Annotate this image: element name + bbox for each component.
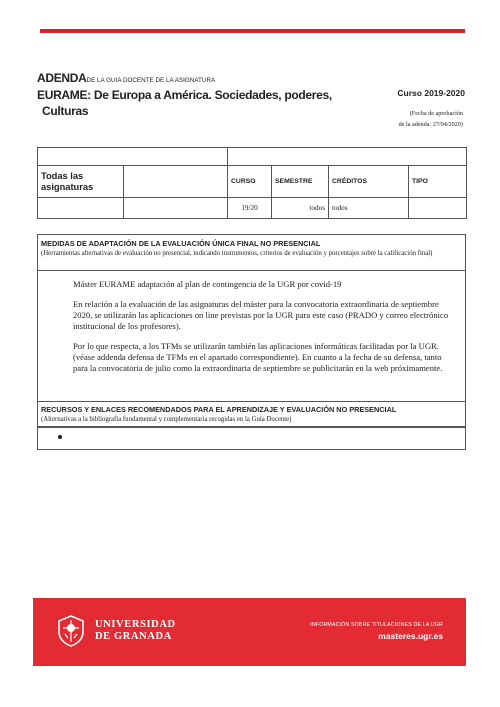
approval-line1: (Fecha de aprobación [409, 110, 463, 117]
value-tipo [409, 198, 467, 219]
course-year: Curso 2019-2020 [397, 88, 465, 98]
university-crest-icon [56, 614, 86, 647]
value-curso: 19/20 [228, 198, 272, 219]
evaluation-section-header [38, 235, 465, 271]
grid-row-top [38, 148, 467, 166]
footer-url-link[interactable]: masteres.ugr.es [378, 631, 443, 641]
university-name [95, 619, 176, 643]
addenda-title [37, 71, 465, 85]
resources-heading: RECURSOS Y ENLACES RECOMENDADOS PARA EL APRENDIZAJE Y EVALUACIÓN NO PRESENCIAL [41, 405, 397, 414]
grid-cell-empty [228, 148, 467, 166]
subject-grid [37, 147, 467, 219]
evaluation-subheading: (Herramientas alternativas de evaluación no presencial, indicando instrumentos, criterios de evaluación y porcentajes sobre la calificación final) [41, 250, 433, 257]
subjects-label: Todas las asignaturas [38, 166, 124, 198]
evaluation-paragraph: Máster EURAME adaptación al plan de contingencia de la UGR por covid-19 [73, 279, 342, 289]
evaluation-heading: MEDIDAS DE ADAPTACIÓN DE LA EVALUACIÓN ÚNICA FINAL NO PRESENCIAL [41, 239, 321, 248]
evaluation-body [38, 271, 465, 374]
resources-section-header [37, 401, 466, 429]
document-header [37, 71, 465, 128]
grid-cell-empty [124, 198, 228, 219]
evaluation-paragraph: Por lo que respecta, a los TFMs se utilizarán también las aplicaciones informáticas facilitadas por la UGR. (véase addenda defensa de TFMs en el apartado correspondiente). En cuanto a la fecha de su defensa, tanto para la convocatoria de julio como la extraordinaria de septiembre se publicitarán en la web próximamente. [73, 341, 443, 373]
university-name-line1: UNIVERSIDAD [95, 619, 176, 630]
col-header-tipo: TIPO [409, 166, 467, 198]
addenda-small: DE LA GUIA DOCENTE DE LA ASIGNATURA [86, 77, 216, 84]
subject-title [37, 87, 347, 119]
approval-line2: de la adenda: 27/04/2020) [398, 121, 463, 128]
col-header-creditos: CRÉDITOS [329, 166, 409, 198]
grid-row-headers [38, 166, 467, 198]
col-header-semestre: SEMESTRE [272, 166, 329, 198]
subject-title-line1: EURAME: De Europa a América. Sociedades, poderes, [37, 88, 332, 102]
value-creditos: todos [329, 198, 409, 219]
evaluation-section [37, 234, 466, 427]
list-bullet [58, 435, 62, 439]
university-footer [33, 598, 466, 666]
footer-info [310, 622, 443, 641]
value-semestre: todos [272, 198, 329, 219]
col-header-curso: CURSO [228, 166, 272, 198]
footer-info-text: INFORMACIÓN SOBRE TITULACIONES DE LA UGR [310, 622, 443, 628]
evaluation-paragraph: En relación a la evaluación de las asignaturas del máster para la convocatoria extraordinaria de septiembre 2020, se utilizarán las aplicaciones on line previstas por la UGR para este caso (PRADO y correo electrónico institucional de los profesores). [73, 299, 449, 331]
grid-cell-empty [124, 166, 228, 198]
university-name-line2: DE GRANADA [95, 631, 172, 642]
resources-subheading: (Alternativas a la bibliografía fundamental y complementaria recogidas en la Guía Docente) [41, 416, 292, 423]
approval-date [399, 108, 463, 130]
grid-cell-empty [38, 148, 228, 166]
addenda-big: ADENDA [37, 71, 87, 85]
grid-row-values [38, 198, 467, 219]
grid-cell-empty [38, 198, 124, 219]
top-red-rule [40, 29, 465, 33]
resources-list [37, 427, 466, 450]
subject-title-line2: Culturas [42, 104, 89, 118]
